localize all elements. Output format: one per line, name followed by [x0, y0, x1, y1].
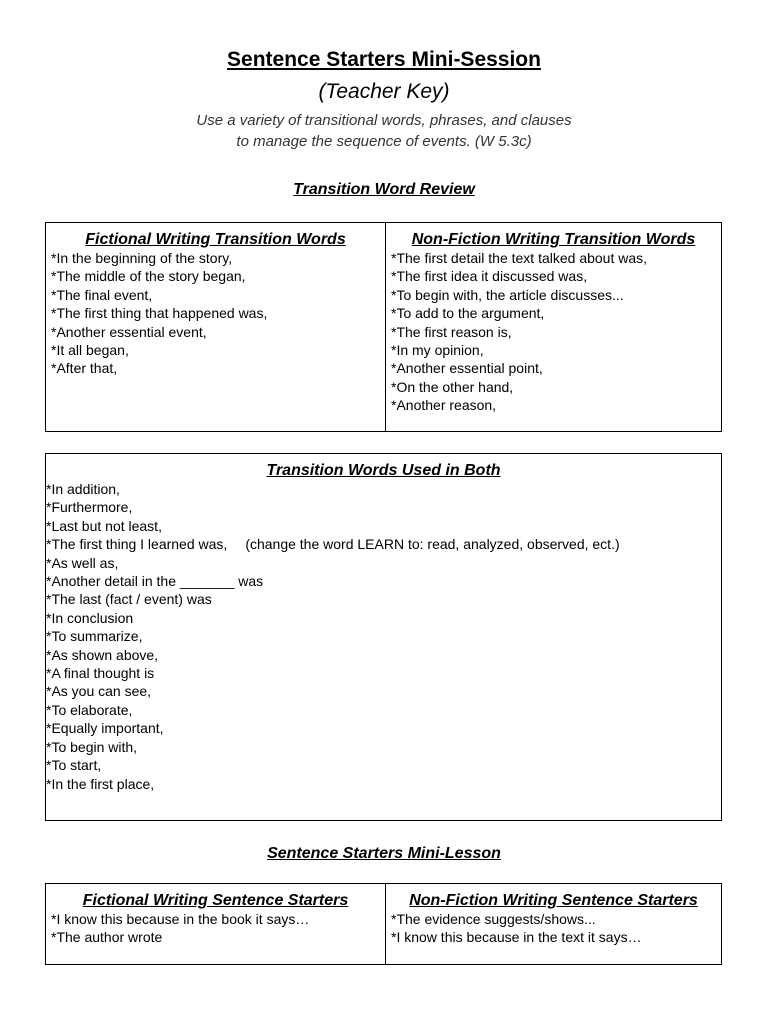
both-transitions-heading: Transition Words Used in Both: [266, 462, 501, 479]
list-item: [391, 267, 721, 285]
objective-line-1: Use a variety of transitional words, phrases, and clauses: [196, 112, 572, 129]
list-item: [46, 738, 721, 756]
list-item: [391, 341, 721, 359]
list-item-text: *Equally important,: [46, 720, 164, 737]
page-title: Sentence Starters Mini-Session: [227, 48, 541, 71]
list-item-text: *In my opinion,: [391, 342, 484, 359]
list-item: [46, 627, 721, 645]
nonfiction-starters-heading: Non-Fiction Writing Sentence Starters: [409, 892, 698, 909]
objective-line-2: to manage the sequence of events. (W 5.3c): [236, 133, 532, 150]
sentence-starters-table: [45, 883, 722, 965]
list-item: [51, 341, 385, 359]
list-item-text: *The middle of the story began,: [51, 268, 246, 285]
list-item: [51, 249, 385, 267]
nonfiction-transition-heading: Non-Fiction Writing Transition Words: [411, 231, 696, 248]
list-item: [51, 267, 385, 285]
list-item-text: *As shown above,: [46, 646, 159, 663]
list-item: [46, 517, 721, 535]
list-item-text: *To begin with,: [46, 738, 138, 755]
nonfiction-starters-column: [386, 884, 721, 964]
both-transitions-box: [45, 453, 722, 821]
list-item-text: *After that,: [51, 360, 118, 377]
list-item: [46, 535, 721, 553]
fiction-transition-list: [51, 249, 385, 378]
list-item: [46, 756, 721, 774]
list-item-text: *A final thought is: [46, 665, 155, 682]
list-item-text: *To begin with, the article discusses...: [391, 286, 624, 303]
list-item-text: *The first thing that happened was,: [51, 305, 268, 322]
list-item-text: *The first idea it discussed was,: [391, 268, 588, 285]
list-item-text: *Another reason,: [391, 397, 497, 414]
list-item-text: *It all began,: [51, 342, 129, 359]
list-item-text: *Furthermore,: [46, 499, 133, 516]
list-item: [51, 910, 385, 928]
list-item: [391, 304, 721, 322]
fiction-starters-column: [46, 884, 386, 964]
list-item-text: *Another essential event,: [51, 323, 207, 340]
fiction-transition-column: [46, 223, 386, 431]
list-item: [391, 910, 721, 928]
list-item: [46, 609, 721, 627]
list-item-text: *The first thing I learned was,: [46, 536, 228, 553]
nonfiction-starters-list: [391, 910, 721, 946]
list-item-text: *Another detail in the _______ was: [46, 573, 264, 590]
mini-lesson-heading: Sentence Starters Mini-Lesson: [267, 845, 501, 862]
list-item-text: *Another essential point,: [391, 360, 543, 377]
list-item: [46, 498, 721, 516]
transition-review-table: [45, 222, 722, 432]
objective-text: [0, 110, 768, 152]
list-item: [391, 286, 721, 304]
nonfiction-transition-column: [386, 223, 721, 431]
list-item-text: *As you can see,: [46, 683, 152, 700]
list-item: [46, 590, 721, 608]
list-item: [391, 323, 721, 341]
list-item-text: *To summarize,: [46, 628, 143, 645]
list-item: [46, 701, 721, 719]
list-item-text: *I know this because in the text it says…: [391, 929, 642, 945]
list-item: [51, 359, 385, 377]
list-item-text: *The last (fact / event) was: [46, 591, 212, 608]
list-item: [391, 928, 721, 946]
page-subtitle: (Teacher Key): [318, 80, 450, 103]
list-item: [46, 775, 721, 793]
list-item-text: *The evidence suggests/shows...: [391, 911, 596, 927]
list-item: [46, 646, 721, 664]
list-item: [391, 249, 721, 267]
list-item: [46, 682, 721, 700]
list-item-text: *To start,: [46, 757, 102, 774]
list-item-text: *As well as,: [46, 554, 119, 571]
list-item-text: *On the other hand,: [391, 378, 514, 395]
list-item: [46, 719, 721, 737]
list-item: [51, 286, 385, 304]
list-item-text: *The first reason is,: [391, 323, 512, 340]
list-item: [46, 572, 721, 590]
fiction-starters-list: [51, 910, 385, 947]
list-item: [46, 664, 721, 682]
transition-review-heading: Transition Word Review: [293, 181, 475, 198]
list-item-text: *In conclusion: [46, 609, 134, 626]
list-item-text: *In the beginning of the story,: [51, 250, 233, 266]
both-transitions-list: [46, 480, 721, 793]
nonfiction-transition-list: [391, 249, 721, 415]
list-item: [391, 359, 721, 377]
list-item-text: *Last but not least,: [46, 517, 162, 534]
list-item-text: *To elaborate,: [46, 701, 133, 718]
list-item-text: *The final event,: [51, 286, 153, 303]
learn-word-note: (change the word LEARN to: read, analyzed, observed, ect.): [245, 536, 620, 553]
list-item-text: *I know this because in the book it says…: [51, 911, 310, 927]
list-item: [51, 928, 385, 946]
list-item: [46, 480, 721, 498]
list-item-text: *The author wrote: [51, 929, 163, 946]
fiction-transition-heading: Fictional Writing Transition Words: [85, 231, 346, 248]
list-item-text: *To add to the argument,: [391, 305, 545, 322]
list-item: [51, 323, 385, 341]
list-item-text: *In the first place,: [46, 775, 155, 792]
list-item: [391, 396, 721, 414]
list-item: [391, 378, 721, 396]
list-item-text: *The first detail the text talked about was,: [391, 250, 648, 266]
list-item: [46, 554, 721, 572]
list-item: [51, 304, 385, 322]
fiction-starters-heading: Fictional Writing Sentence Starters: [82, 892, 349, 909]
list-item-text: *In addition,: [46, 481, 120, 497]
